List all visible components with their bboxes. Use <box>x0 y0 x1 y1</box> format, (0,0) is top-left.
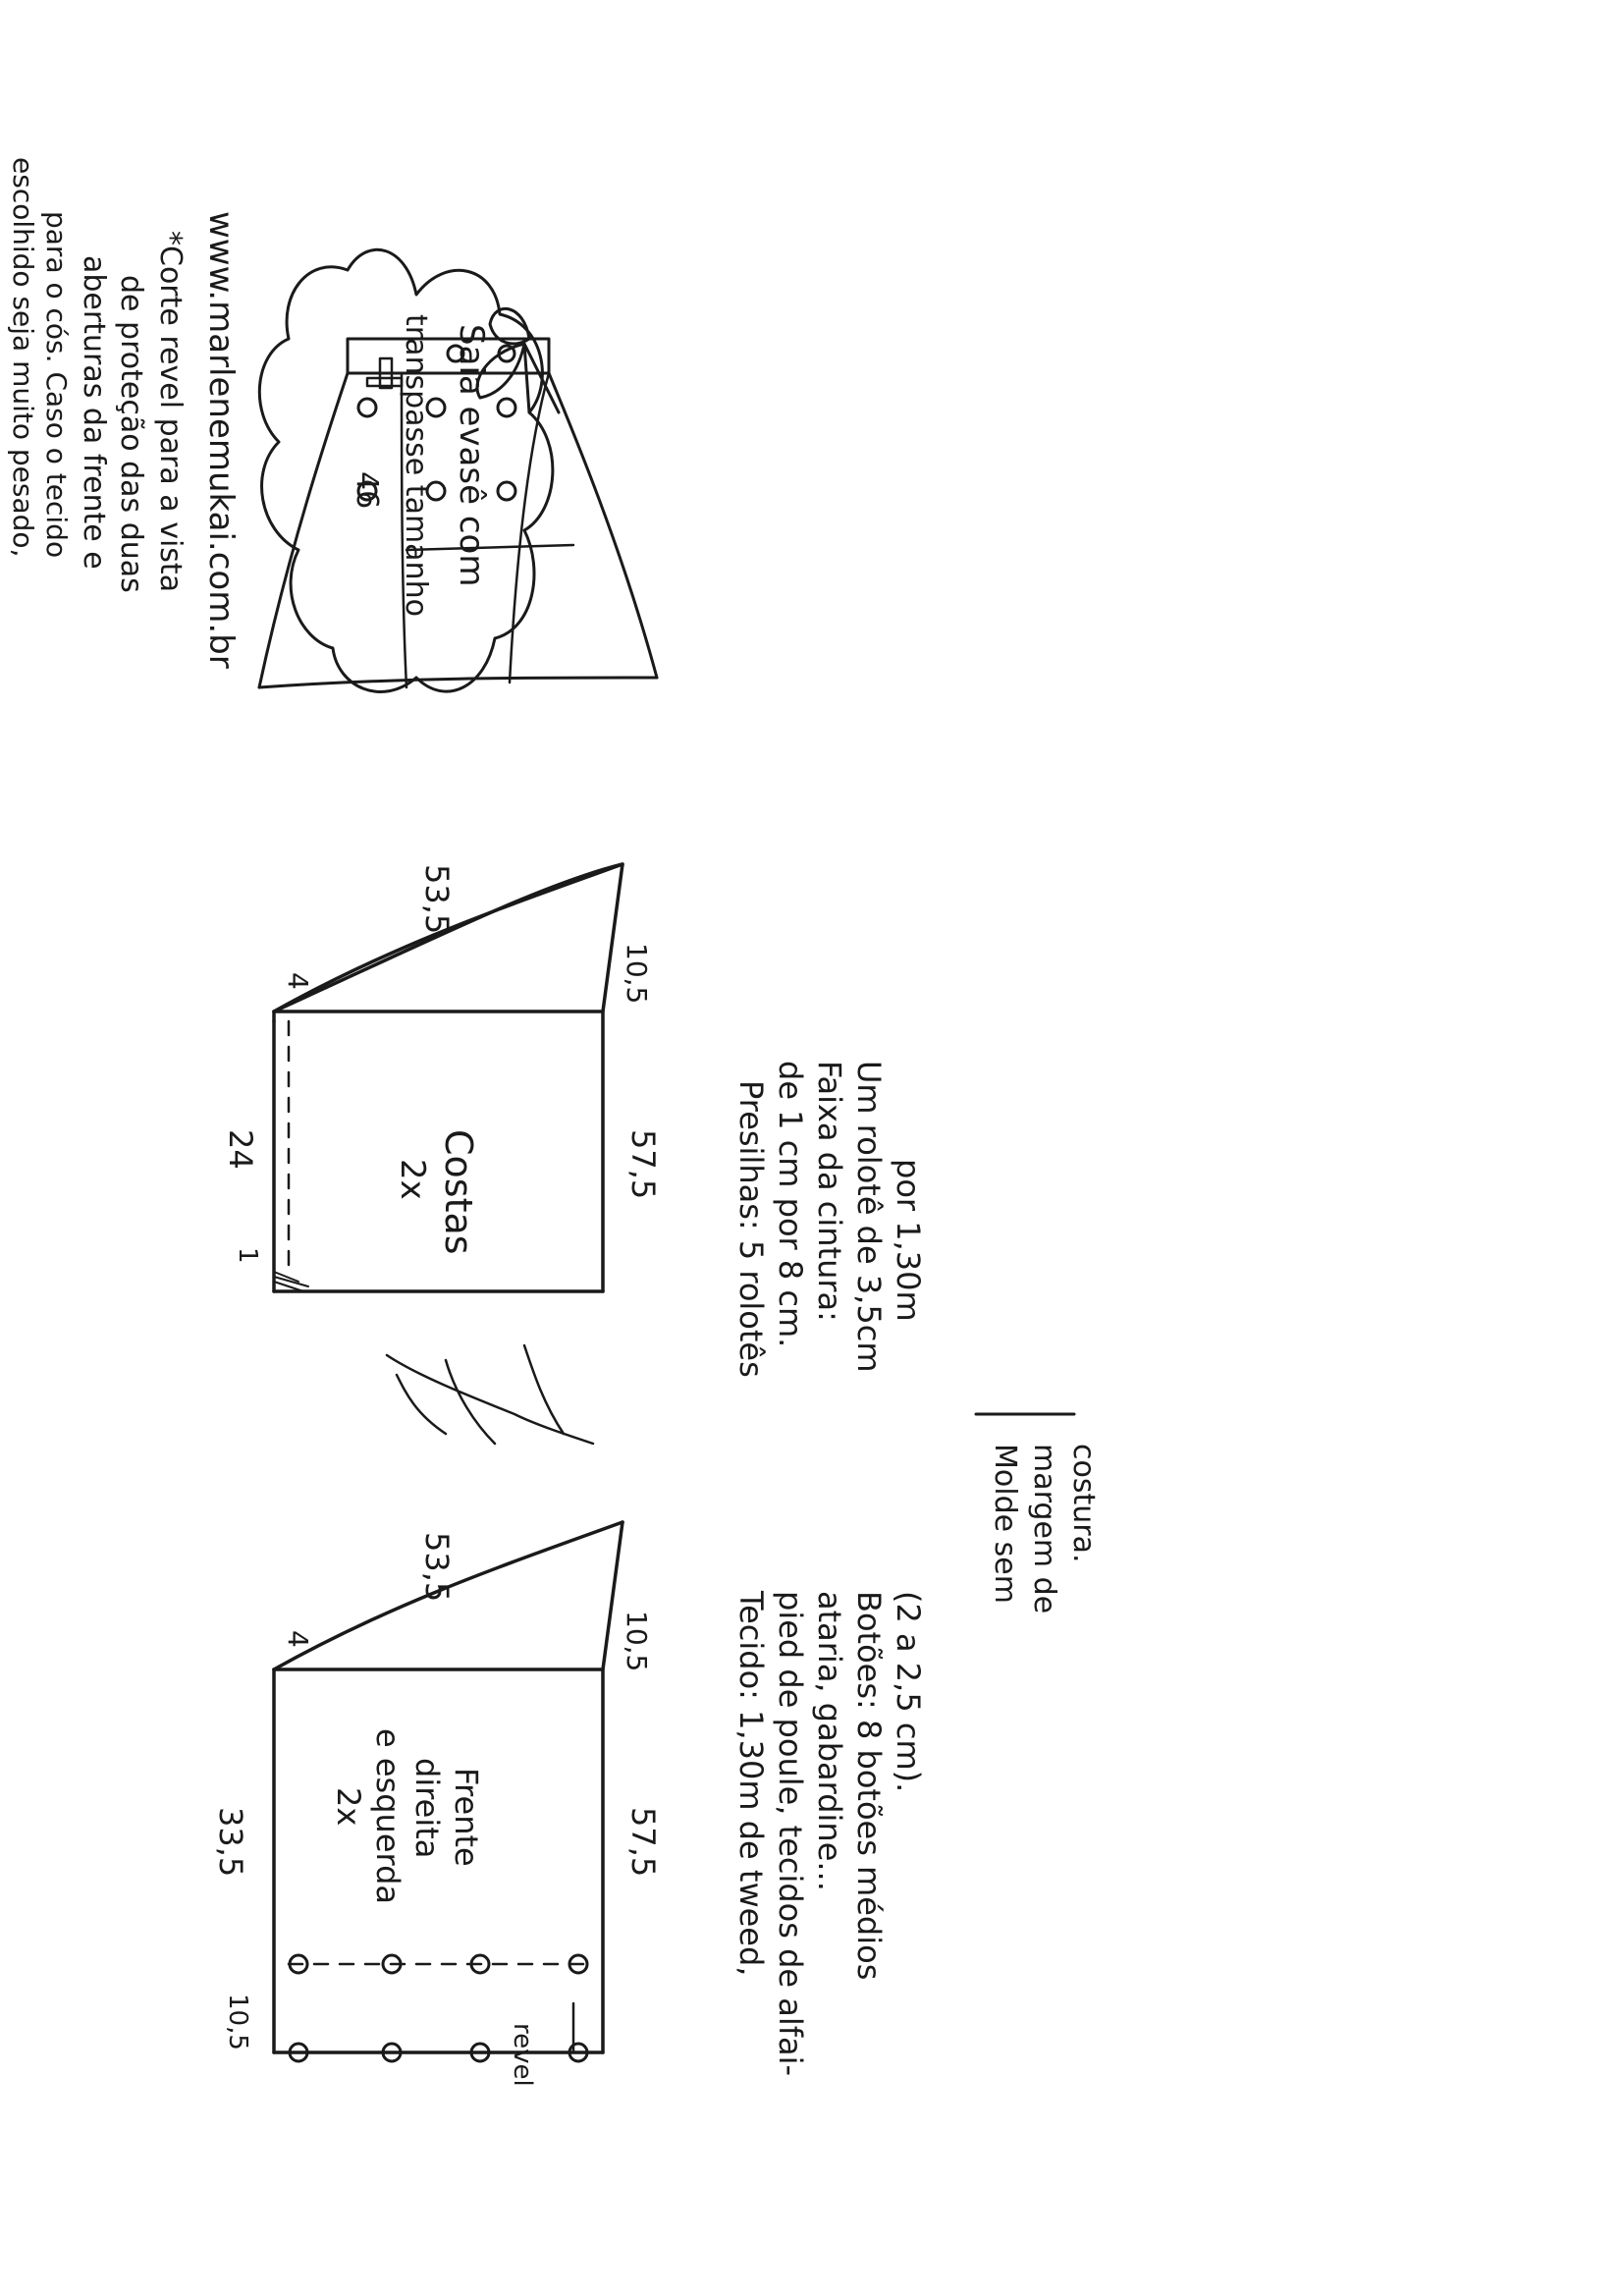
tecido-2: pied de poule, tecidos de alfai- <box>772 1591 809 2077</box>
note-line-3: aberturas da frente e <box>77 255 111 570</box>
faixa-1: Faixa da cintura: <box>811 1061 848 1322</box>
front-dim-side: 53,5 <box>418 1532 456 1603</box>
faixa-2: Um rolotê de 3,5cm <box>850 1061 888 1373</box>
front-dim-button: 10,5 <box>223 1994 252 2050</box>
tecido-4: Botões: 8 botões médios <box>850 1591 888 1981</box>
website-text: www.marlenemukai.com.br <box>201 211 241 669</box>
title-line-1: Saia evasê com <box>452 324 491 587</box>
seam-line-2: margem de <box>1027 1444 1061 1614</box>
tecido-1: Tecido: 1,30m de tweed, <box>732 1591 770 1977</box>
back-dim-side: 53,5 <box>418 864 456 935</box>
back-dim-top: 4 <box>282 972 314 990</box>
title-line-2: transpasse tamanho <box>399 314 433 617</box>
front-dim-hem: 10,5 <box>621 1611 653 1672</box>
note-line-1: *Corte revel para a vista <box>153 231 188 593</box>
front-dim-height: 33,5 <box>212 1807 249 1878</box>
note-line-2: de proteção das duas <box>114 275 148 593</box>
back-label: Costas <box>437 1129 480 1255</box>
front-label-1: Frente <box>448 1768 485 1867</box>
back-dim-dart: 1 <box>233 1247 262 1264</box>
title-line-3: 46 <box>350 471 384 510</box>
back-dim-width: 57,5 <box>624 1129 662 1200</box>
tecido-5: (2 a 2,5 cm). <box>890 1591 927 1793</box>
faixa-3: por 1,30m <box>890 1159 927 1322</box>
seam-line-3: costura. <box>1066 1444 1101 1563</box>
tecido-3: ataria, gabardine... <box>811 1591 848 1891</box>
front-dim-width: 57,5 <box>624 1807 662 1878</box>
back-dim-hem: 10,5 <box>621 943 653 1005</box>
seam-line-1: Molde sem <box>988 1444 1022 1604</box>
presilhas-1: Presilhas: 5 rolotês <box>732 1080 770 1378</box>
back-count: 2x <box>393 1159 432 1200</box>
front-label-3: e esquerda <box>369 1728 406 1905</box>
presilhas-2: de 1 cm por 8 cm. <box>772 1061 809 1348</box>
front-count: 2x <box>330 1787 367 1827</box>
front-dim-top: 4 <box>282 1630 314 1648</box>
back-dim-height: 24 <box>222 1129 259 1170</box>
front-facing: revel <box>508 2023 537 2087</box>
note-line-4: para o cós. Caso o tecido <box>40 211 73 559</box>
note-line-5: escolhido seja muito pesado, <box>7 157 39 558</box>
front-label-2: direita <box>408 1758 446 1859</box>
